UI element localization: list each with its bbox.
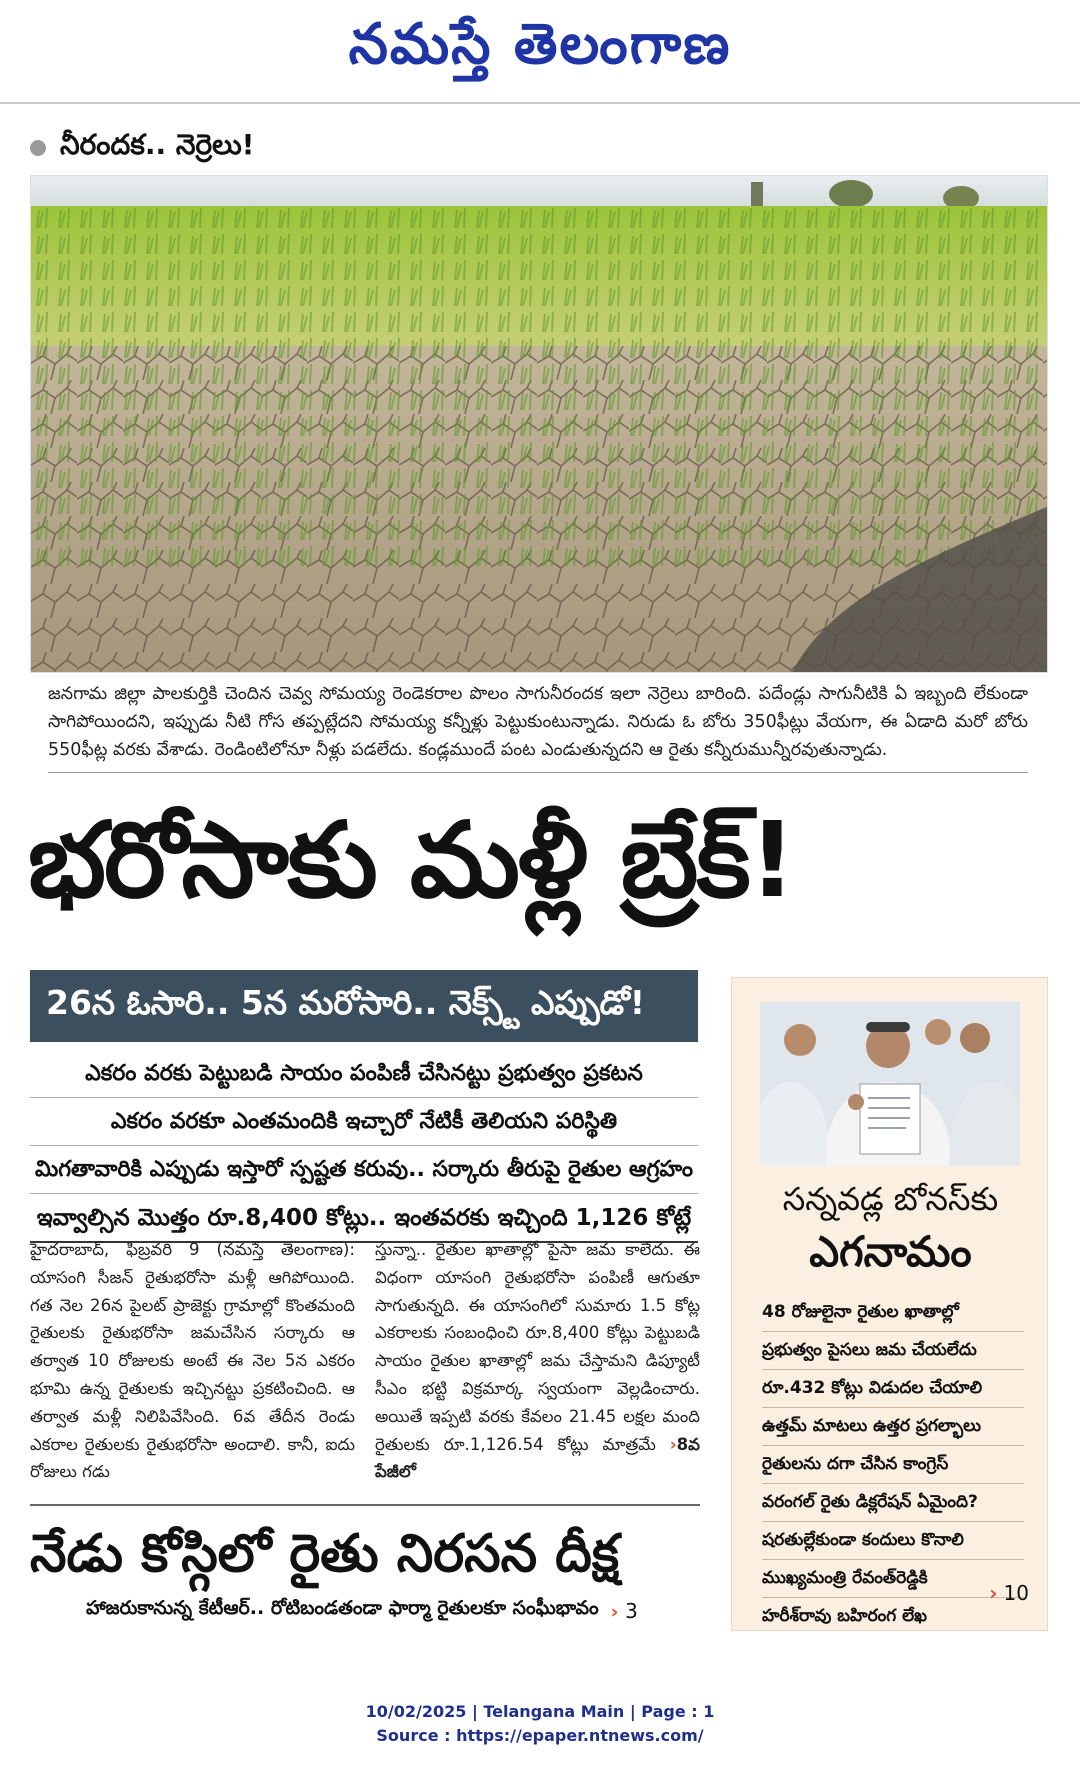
second-headline: నేడు కోస్గిలో రైతు నిరసన దీక్ష <box>30 1524 620 1584</box>
lead-strap <box>30 970 698 1042</box>
continued-page-link[interactable]: 8వ పేజీలో <box>375 1434 700 1482</box>
sidebar-points <box>762 1294 1024 1635</box>
list-item: రైతులను దగా చేసిన కాంగ్రెస్ <box>762 1446 1024 1484</box>
second-jump[interactable] <box>611 1599 638 1623</box>
list-item: వరంగల్ రైతు డిక్లరేషన్ ఏమైంది? <box>762 1484 1024 1522</box>
list-item: ప్రభుత్వం పైసలు జమ చేయలేదు <box>762 1332 1024 1370</box>
sidebar-jump-page: 10 <box>1003 1581 1029 1605</box>
lead-story-body <box>30 1236 700 1486</box>
second-deck <box>86 1597 700 1624</box>
lead-deck: మిగతావారికి ఎప్పుడు ఇస్తారో స్పష్టత కరువు.. సర్కారు తీరుపై రైతుల ఆగ్రహం <box>30 1146 698 1194</box>
cracked-field-illustration <box>31 176 1048 673</box>
second-deck-text: హాజరుకానున్న కేటీఆర్.. రోటిబండతండా ఫార్మా రైతులకూ సంఘీభావం <box>86 1597 599 1619</box>
footer-source-link[interactable]: Source : https://epaper.ntnews.com/ <box>376 1726 704 1745</box>
masthead-title: నమస్తే తెలంగాణ <box>348 11 732 77</box>
sidebar-title <box>732 1174 1049 1280</box>
list-item: హరీశ్‌రావు బహిరంగ లేఖ <box>762 1606 928 1626</box>
divider <box>30 1504 700 1506</box>
list-item: షరతుల్లేకుండా కందులు కొనాలి <box>762 1522 1024 1560</box>
photo-kicker-text: నీరందక.. నెర్రెలు! <box>60 128 255 161</box>
chevron-right-icon: › <box>989 1581 998 1605</box>
lead-headline: భరోసాకు మళ్లీ బ్రేక్! <box>28 799 795 921</box>
chevron-right-icon: › <box>669 1434 677 1454</box>
lead-deck: ఎకరం వరకూ ఎంతమందికి ఇచ్చారో నేటికీ తెలియని పరిస్థితి <box>30 1098 698 1146</box>
lead-strap-text: 26న ఓసారి.. 5న మరోసారి.. నెక్స్ట్ ఎప్పుడో! <box>46 982 645 1022</box>
cracked-field-photo <box>30 175 1048 673</box>
sidebar-photo <box>760 1002 1020 1166</box>
footer-edition-info: 10/02/2025 | Telangana Main | Page : 1 <box>365 1702 715 1721</box>
sidebar-jump[interactable] <box>989 1581 1029 1605</box>
list-item: 48 రోజులైనా రైతుల ఖాతాల్లో <box>762 1294 1024 1332</box>
story-column-1: హైదరాబాద్, ఫిబ్రవరి 9 (నమస్తే తెలంగాణ): యాసంగి సీజన్ రైతుభరోసా మళ్లీ ఆగిపోయింది. గత నెల 26న పైలట్ ప్రాజెక్టు గ్రామాల్లో కొంతమంది రైతులకు రైతుభరోసా జమచేసిన సర్కారు ఆ తర్వాత 10 రోజులకు అంటే ఈ నెల 5న ఎకరం భూమి ఉన్న రైతులకు ఇచ్చినట్టు ప్రకటించింది. ఆ తర్వాత మళ్లీ నిలిపివేసింది. 6వ తేదీన రెండు ఎకరాల రైతులకు రైతుభరోసా అందాలి. కానీ, ఐదు రోజులు గడు <box>30 1240 355 1482</box>
list-item: రూ.432 కోట్లు విడుదల చేయాలి <box>762 1370 1024 1408</box>
list-item: ముఖ్యమంత్రి రేవంత్‌రెడ్డికి <box>762 1560 1024 1598</box>
story-column-2-text: స్తున్నా.. రైతుల ఖాతాల్లో పైసా జమ కాలేదు. ఈ విధంగా యాసంగి రైతుభరోసా పంపిణీ ఆగుతూ సాగుతున్నది. ఈ యాసంగిలో సుమారు 1.5 కోట్ల ఎకరాలకు సంబంధించి రూ.8,400 కోట్లు పెట్టుబడి సాయం రైతుల ఖాతాల్లో జమ చేస్తామని డిప్యూటీ సీఎం భట్టి విక్రమార్క స్వయంగా వెల్లడించారు. అయితే ఇప్పటి వరకు కేవలం 21.45 లక్షల మంది రైతులకు రూ.1,126.54 కోట్లు మాత్రమే <box>375 1240 700 1454</box>
masthead <box>0 0 1080 104</box>
sidebar-title-line-2: ఎగనామం <box>809 1227 972 1276</box>
page-footer <box>0 1700 1080 1748</box>
sidebar-title-line-1: సన్నవడ్ల బోనస్‌కు <box>782 1180 999 1218</box>
list-item: ఉత్తమ్ మాటలు ఉత్తర ప్రగల్భాలు <box>762 1408 1024 1446</box>
bullet-icon <box>30 140 46 156</box>
divider <box>48 772 1028 773</box>
lead-deck: ఎకరం వరకు పెట్టుబడి సాయం పంపిణీ చేసినట్టు ప్రభుత్వం ప్రకటన <box>30 1050 698 1098</box>
lead-decks <box>30 1050 698 1243</box>
lead-deck: ఇవ్వాల్సిన మొత్తం రూ.8,400 కోట్లు.. ఇంతవరకు ఇచ్చింది 1,126 కోట్లే <box>30 1194 698 1243</box>
chevron-right-icon: › <box>610 1600 619 1623</box>
story-column-2 <box>375 1236 700 1486</box>
second-jump-page: 3 <box>625 1598 638 1623</box>
sidebar-story <box>731 977 1048 1631</box>
photo-kicker <box>30 128 254 168</box>
politician-holding-letter-illustration <box>760 1002 1020 1166</box>
photo-caption: జనగామ జిల్లా పాలకుర్తికి చెందిన చెవ్వ సోమయ్య రెండెకరాల పొలం సాగునీరందక ఇలా నెర్రెలు బారింది. పదేండ్లు సాగునీటికి ఏ ఇబ్బంది లేకుండా సాగిపోయిందని, ఇప్పుడు నీటి గోస తప్పట్లేదని సోమయ్య కన్నీళ్లు పెట్టుకుంటున్నాడు. నిరుడు ఓ బోరు 350ఫీట్లు వేయగా, ఈ ఏడాది మరో బోరు 550ఫీట్ల వరకు వేశాడు. రెండింటిలోనూ నీళ్లు పడలేదు. కండ్లముందే పంట ఎండుతున్నదని ఆ రైతు కన్నీరుమున్నీరవుతున్నాడు. <box>48 684 1028 760</box>
